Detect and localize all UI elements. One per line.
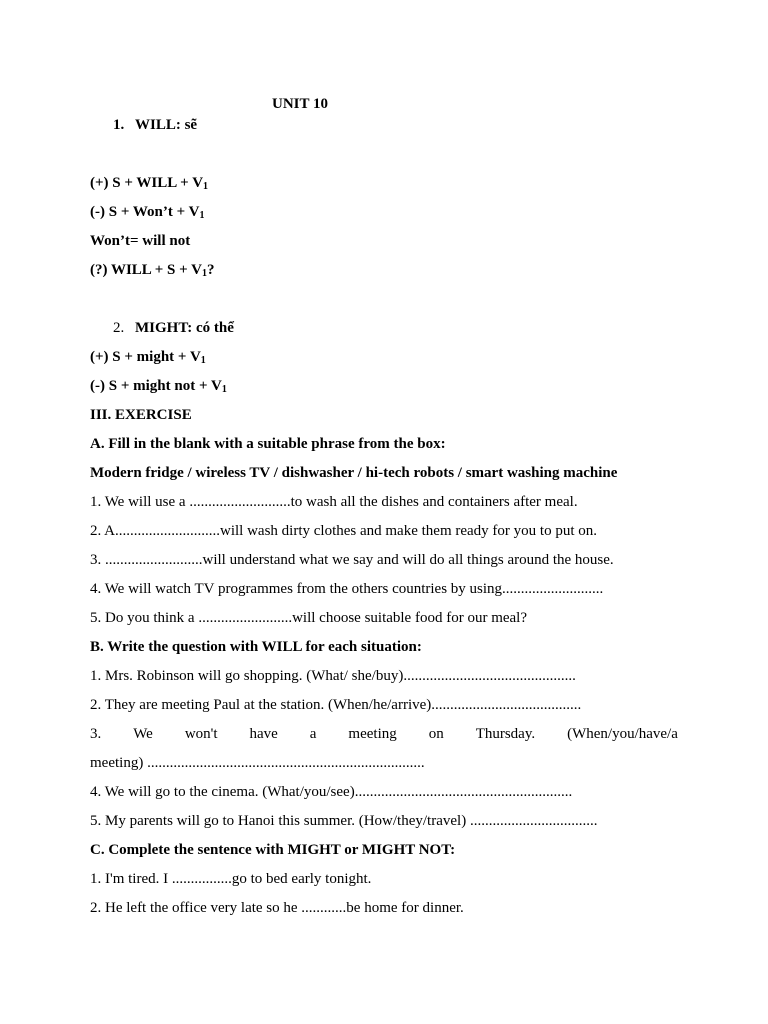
- formula-text: (?) WILL + S + V: [90, 262, 202, 278]
- exercise-item: 4. We will go to the cinema. (What/you/see)..........................................................: [90, 784, 573, 800]
- section-title: WILL: sẽ: [135, 117, 198, 133]
- formula-text: (+) S + WILL + V: [90, 175, 204, 191]
- section-will-heading: [113, 116, 197, 134]
- formula-text: (-) S + Won’t + V: [90, 204, 200, 220]
- word: Thursday.: [475, 726, 536, 742]
- might-negative-formula: [90, 377, 227, 395]
- formula-subscript: 1: [203, 181, 209, 192]
- section-number: 2.: [113, 320, 125, 336]
- exercise-item-justified: [90, 725, 678, 743]
- wont-note: Won’t= will not: [90, 233, 191, 249]
- word: won't: [184, 726, 218, 742]
- exercise-item: 2. They are meeting Paul at the station. (When/he/arrive)........................................: [90, 697, 582, 713]
- exercise-item: 2. A............................will wash dirty clothes and make them ready for you to put on.: [90, 523, 598, 539]
- word: (When/you/have/a: [567, 726, 678, 742]
- formula-text: (+) S + might + V: [90, 349, 201, 365]
- exercise-item: 5. Do you think a .........................will choose suitable food for our meal?: [90, 610, 528, 626]
- exercise-item: 1. Mrs. Robinson will go shopping. (What/ she/buy)..............................................: [90, 668, 576, 684]
- word-box: Modern fridge / wireless TV / dishwasher / hi-tech robots / smart washing machine: [90, 465, 618, 481]
- will-negative-formula: [90, 203, 204, 221]
- word: have: [249, 726, 278, 742]
- will-question-formula: [90, 261, 215, 279]
- word: We: [133, 726, 153, 742]
- part-a-heading: A. Fill in the blank with a suitable phrase from the box:: [90, 436, 446, 452]
- part-c-heading: C. Complete the sentence with MIGHT or MIGHT NOT:: [90, 842, 456, 858]
- exercise-item: 5. My parents will go to Hanoi this summer. (How/they/travel) ..................................: [90, 813, 598, 829]
- formula-subscript: 1: [221, 384, 227, 395]
- word: on: [428, 726, 444, 742]
- formula-subscript: 1: [199, 210, 205, 221]
- exercise-item: 4. We will watch TV programmes from the others countries by using...........................: [90, 581, 604, 597]
- exercise-item: meeting) ..........................................................................: [90, 755, 425, 771]
- exercise-item: 2. He left the office very late so he ............be home for dinner.: [90, 900, 464, 916]
- page-title: UNIT 10: [272, 96, 328, 112]
- formula-subscript: 1: [202, 268, 207, 279]
- word: 3.: [90, 726, 102, 742]
- exercise-item: 1. We will use a ...........................to wash all the dishes and containers after meal.: [90, 494, 578, 510]
- word: a: [309, 726, 317, 742]
- section-number: 1.: [113, 117, 125, 133]
- formula-text: (-) S + might not + V: [90, 378, 222, 394]
- exercise-item: 3. ..........................will understand what we say and will do all things around the house.: [90, 552, 614, 568]
- section-might-heading: [113, 319, 234, 337]
- might-positive-formula: [90, 348, 206, 366]
- word: meeting: [348, 726, 397, 742]
- exercise-heading: III. EXERCISE: [90, 407, 192, 423]
- part-b-heading: B. Write the question with WILL for each situation:: [90, 639, 422, 655]
- section-title: MIGHT: có thể: [135, 320, 234, 336]
- formula-subscript: 1: [200, 355, 206, 366]
- exercise-item: 1. I'm tired. I ................go to bed early tonight.: [90, 871, 372, 887]
- formula-suffix: ?: [207, 262, 215, 278]
- will-positive-formula: [90, 174, 208, 192]
